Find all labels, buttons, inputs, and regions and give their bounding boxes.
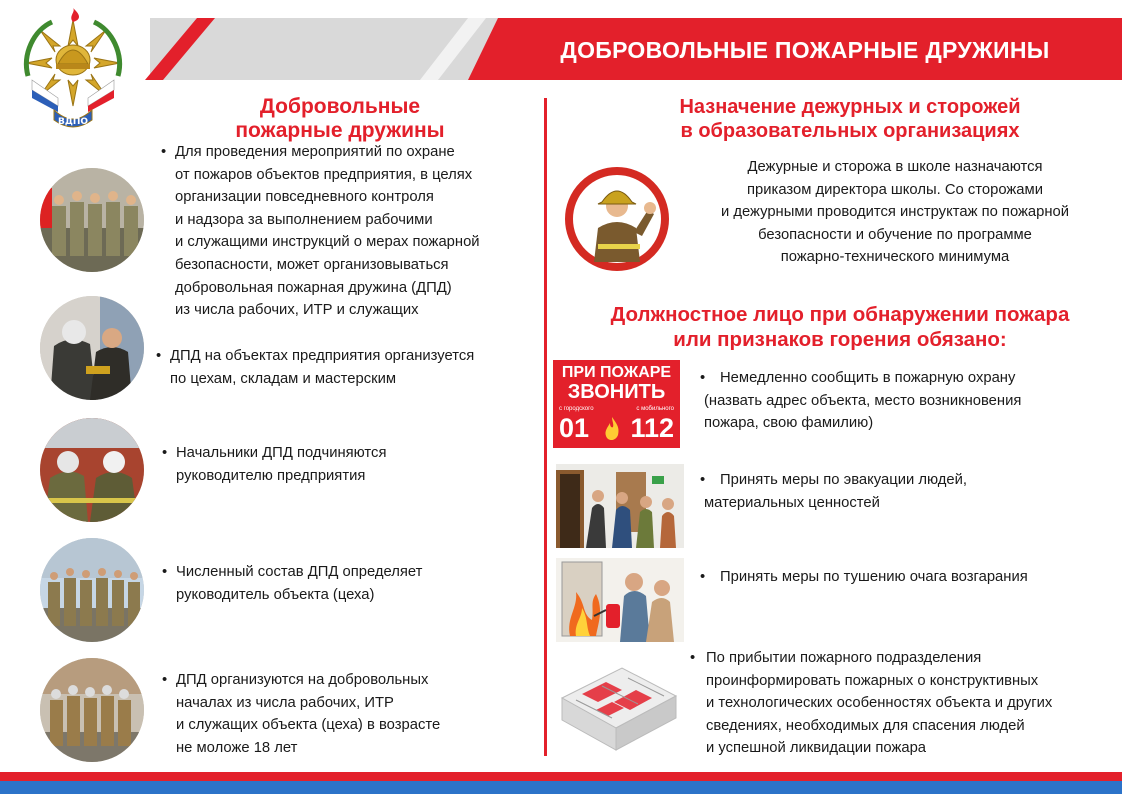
left-item-5-line: началах из числа рабочих, ИТР [176,694,394,711]
duty-item-4-line: проинформировать пожарных о конструктивных [706,672,1039,689]
footer-blue-band [0,781,1122,794]
duty-item-4-line: сведениях, необходимых для спасения людей [706,717,1025,734]
left-item-2-line: по цехам, складам и мастерским [170,370,397,387]
emergency-call-sign [553,360,680,448]
bullet-icon: • [700,472,706,488]
right-heading-2-line-1: Должностное лицо при обнаружении пожара [610,303,1070,326]
left-item-1-line: организации повседневного контроля [175,189,434,206]
left-item-1-line: из числа рабочих, ИТР и служащих [175,302,419,319]
bullet-icon: • [162,564,168,580]
firefighters-photo-3 [40,418,144,522]
duty-guards-line: приказом директора школы. Со сторожами [747,181,1043,198]
bullet-icon: • [700,370,706,386]
duty-item-1 [700,367,1022,435]
duty-item-3-line: Принять меры по тушению очага возгарания [720,569,1028,585]
sign-number-right: 112 [630,413,674,443]
evacuation-illustration [556,464,684,548]
duty-item-1-line: (назвать адрес объекта, место возникновения [704,392,1022,409]
duty-item-2-line: материальных ценностей [704,494,880,511]
right-heading-1-line-1: Назначение дежурных и сторожей [679,96,1021,118]
page-title: ДОБРОВОЛЬНЫЕ ПОЖАРНЫЕ ДРУЖИНЫ [560,37,1050,63]
left-item-1-line: и надзора за выполнением рабочими [175,211,433,228]
duty-guards-line: пожарно-технического минимума [780,249,1010,266]
left-item-1-line: и служащими инструкций о мерах пожарной [175,234,480,251]
bullet-icon: • [161,144,167,160]
firefighter-warning-icon [564,166,670,272]
bullet-icon: • [162,445,168,461]
duty-item-3 [700,566,1028,589]
left-item-5-line: ДПД организуются на добровольных [176,672,429,688]
left-item-5 [162,669,441,759]
firefighters-photo-4 [40,538,144,642]
left-heading-line-2: пожарные дружины [235,119,445,142]
bullet-icon: • [690,650,696,666]
emblem-text: ВДПО [57,117,89,127]
duty-item-4-line: и технологических особенностях объекта и других [706,695,1053,712]
left-item-2 [156,345,475,390]
building-plan-illustration [552,654,682,754]
left-item-3 [162,442,387,487]
left-item-1 [161,141,480,322]
left-heading-line-1: Добровольные [259,95,421,118]
duty-item-2 [700,469,967,514]
duty-guards-line: и дежурными проводится инструктаж по пожарной [720,204,1070,221]
left-heading [190,95,490,143]
left-item-5-line: не моложе 18 лет [176,739,298,756]
sign-small-left: с городского [559,406,594,412]
left-item-1-line: Для проведения мероприятий по охране [175,144,455,160]
left-item-1-line: добровольная пожарная дружина (ДПД) [175,279,452,296]
left-item-4-line: Численный состав ДПД определяет [176,564,423,580]
flame-icon [604,415,620,443]
left-item-4 [162,561,423,606]
duty-item-4-line: и успешной ликвидации пожара [706,740,927,757]
duty-item-4 [690,647,1053,760]
left-item-2-line: ДПД на объектах предприятия организуется [170,348,475,364]
bullet-icon: • [700,569,706,585]
duty-guards-line: безопасности и обучение по программе [758,226,1032,243]
left-item-1-line: от пожаров объектов предприятия, в целях [175,166,473,183]
duty-item-4-line: По прибытии пожарного подразделения [706,650,982,666]
firefighters-photo-1 [40,168,144,272]
sign-number-left: 01 [559,413,590,443]
bullet-icon: • [156,348,162,364]
duty-item-1-line: Немедленно сообщить в пожарную охрану [720,370,1016,386]
footer-red-band [0,772,1122,781]
left-item-1-line: безопасности, может организовываться [175,256,449,273]
sign-line-2: ЗВОНИТЬ [567,381,666,403]
duty-item-1-line: пожара, свою фамилию) [704,415,874,432]
sign-small-right: с мобильного [636,406,674,412]
duty-guards-text [680,156,1110,269]
extinguishing-illustration [556,558,684,642]
sign-line-1: ПРИ ПОЖАРЕ [561,364,672,381]
vdpo-emblem-logo [18,6,128,134]
left-item-3-line: руководителю предприятия [176,467,366,484]
right-heading-duty-guards [600,95,1100,143]
firefighters-photo-2 [40,296,144,400]
left-item-5-line: и служащих объекта (цеха) в возрасте [176,717,441,734]
left-item-4-line: руководитель объекта (цеха) [176,586,375,603]
right-heading-2-line-2: или признаков горения обязано: [673,328,1007,351]
left-item-3-line: Начальники ДПД подчиняются [176,445,387,461]
duty-guards-line: Дежурные и сторожа в школе назначаются [747,159,1043,175]
right-heading-1-line-2: в образовательных организациях [680,120,1020,142]
firefighters-photo-5 [40,658,144,762]
column-divider [544,98,547,756]
right-heading-official-duties [560,302,1120,352]
bullet-icon: • [162,672,168,688]
duty-item-2-line: Принять меры по эвакуации людей, [720,472,967,488]
